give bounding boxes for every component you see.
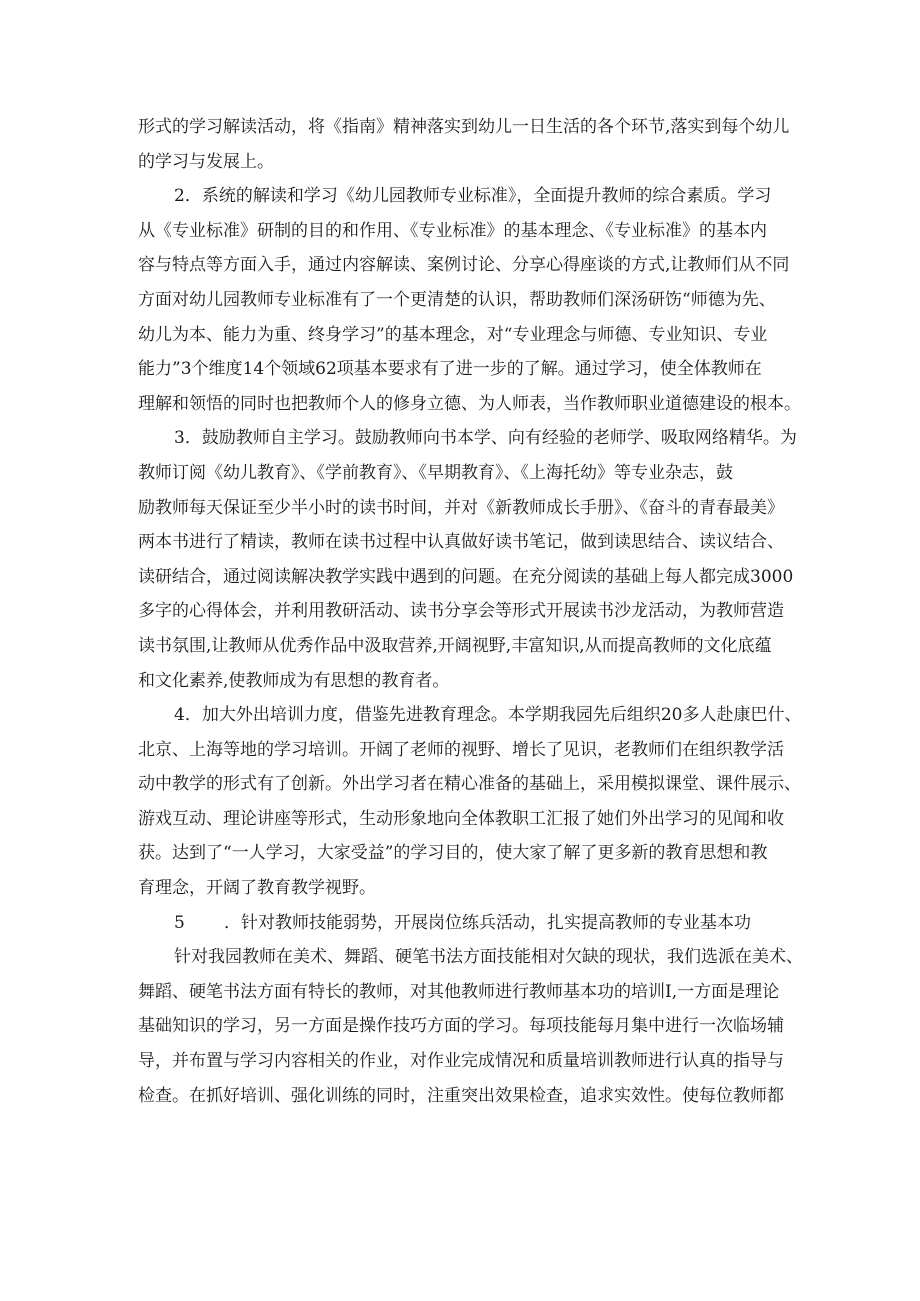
text-line: 读研结合，通过阅读解决教学实践中遇到的问题。在充分阅读的基础上每人都完成3000 — [138, 566, 794, 587]
text-line: 从《专业标准》研制的目的和作用、《专业标准》的基本理念、《专业标准》的基本内 — [138, 220, 767, 241]
paragraph-item-4 — [138, 698, 802, 906]
text-line-content: ．加大外出培训力度，借鉴先进教育理念。本学期我园先后组织20多人赴康巴什、 — [184, 705, 802, 726]
text-line: 获。达到了“一人学习，大家受益”的学习目的，使大家了解了更多新的教育思想和教 — [138, 843, 768, 864]
text-line: 北京、上海等地的学习培训。开阔了老师的视野、增长了见识，老教师们在组织教学活 — [138, 739, 784, 760]
text-line — [138, 421, 798, 456]
paragraph-item-5 — [138, 906, 798, 941]
text-line: 检查。在抓好培训、强化训练的同时，注重突出效果检查，追求实效性。使每位教师都 — [138, 1085, 784, 1106]
text-line: 两本书进行了精读，教师在读书过程中认真做好读书笔记，做到读思结合、读议结合、 — [138, 532, 784, 553]
paragraph-body — [138, 940, 803, 1113]
text-line: 的学习与发展上。 — [138, 151, 274, 172]
text-line: 理解和领悟的同时也把教师个人的修身立德、为人师表，当作教师职业道德建设的根本。 — [138, 393, 801, 414]
text-line: 基础知识的学习，另一方面是操作技巧方面的学习。每项技能每月集中进行一次临场辅 — [138, 1016, 784, 1037]
text-line-content: ．系统的解读和学习《幼儿园教师专业标准》，全面提升教师的综合素质。学习 — [184, 186, 772, 207]
text-line: 读书氛围,让教师从优秀作品中汲取营养,开阔视野,丰富知识,从而提高教师的文化底蕴 — [138, 635, 772, 656]
text-line-content: ．鼓励教师自主学习。鼓励教师向书本学、向有经验的老师学、吸取网络精华。为 — [184, 428, 797, 449]
text-line: 游戏互动、理论讲座等形式，生动形象地向全体教职工汇报了她们外出学习的见闻和收 — [138, 808, 784, 829]
item-number: 5 — [174, 912, 185, 933]
item-number: 2 — [174, 186, 185, 207]
text-line: 动中教学的形式有了创新。外出学习者在精心准备的基础上，采用模拟课堂、课件展示、 — [138, 774, 801, 795]
text-line-content: ．针对教师技能弱势，开展岗位练兵活动，扎实提高教师的专业基本功 — [224, 912, 751, 933]
text-line: 舞蹈、硬笔书法方面有特长的教师，对其他教师进行教师基本功的培训I,一方面是理论 — [138, 981, 780, 1002]
text-line: 导，并布置与学习内容相关的作业，对作业完成情况和质量培训教师进行认真的指导与 — [138, 1051, 784, 1072]
item-number: 4 — [174, 705, 185, 726]
text-line: 针对我园教师在美术、舞蹈、硬笔书法方面技能相对欠缺的现状，我们选派在美术、 — [174, 947, 803, 968]
text-line: 育理念，开阔了教育教学视野。 — [138, 878, 376, 899]
item-number: 3 — [174, 428, 185, 449]
text-line: 和文化素养,使教师成为有思想的教育者。 — [138, 670, 450, 691]
text-line: 励教师每天保证至少半小时的读书时间，并对《新教师成长手册》、《奋斗的青春最美》 — [138, 497, 784, 518]
text-line — [138, 179, 798, 214]
paragraph-item-2 — [138, 179, 801, 421]
paragraph-item-3 — [138, 421, 798, 698]
text-line: 幼儿为本、能力为重、终身学习”的基本理念，对“专业理念与师德、专业知识、专业 — [138, 324, 768, 345]
text-line: 多字的心得体会，并利用教研活动、读书分享会等形式开展读书沙龙活动，为教师营造 — [138, 601, 784, 622]
text-line: 能力”3个维度14个领域62项基本要求有了进一步的了解。通过学习，使全体教师在 — [138, 359, 762, 380]
text-line: 教师订阅《幼儿教育》、《学前教育》、《早期教育》、《上海托幼》等专业杂志，鼓 — [138, 462, 733, 483]
paragraph-continuation — [138, 110, 798, 179]
text-line: 方面对幼儿园教师专业标准有了一个更清楚的认识，帮助教师们深汤研饬“师德为先、 — [138, 289, 776, 310]
text-line: 容与特点等方面入手，通过内容解读、案例讨论、分享心得座谈的方式,让教师们从不同 — [138, 255, 790, 276]
document-page — [138, 110, 803, 1113]
text-line — [138, 906, 798, 941]
text-line: 形式的学习解读活动，将《指南》精神落实到幼儿一日生活的各个环节,落实到每个幼儿 — [138, 117, 790, 137]
text-line — [138, 698, 802, 733]
